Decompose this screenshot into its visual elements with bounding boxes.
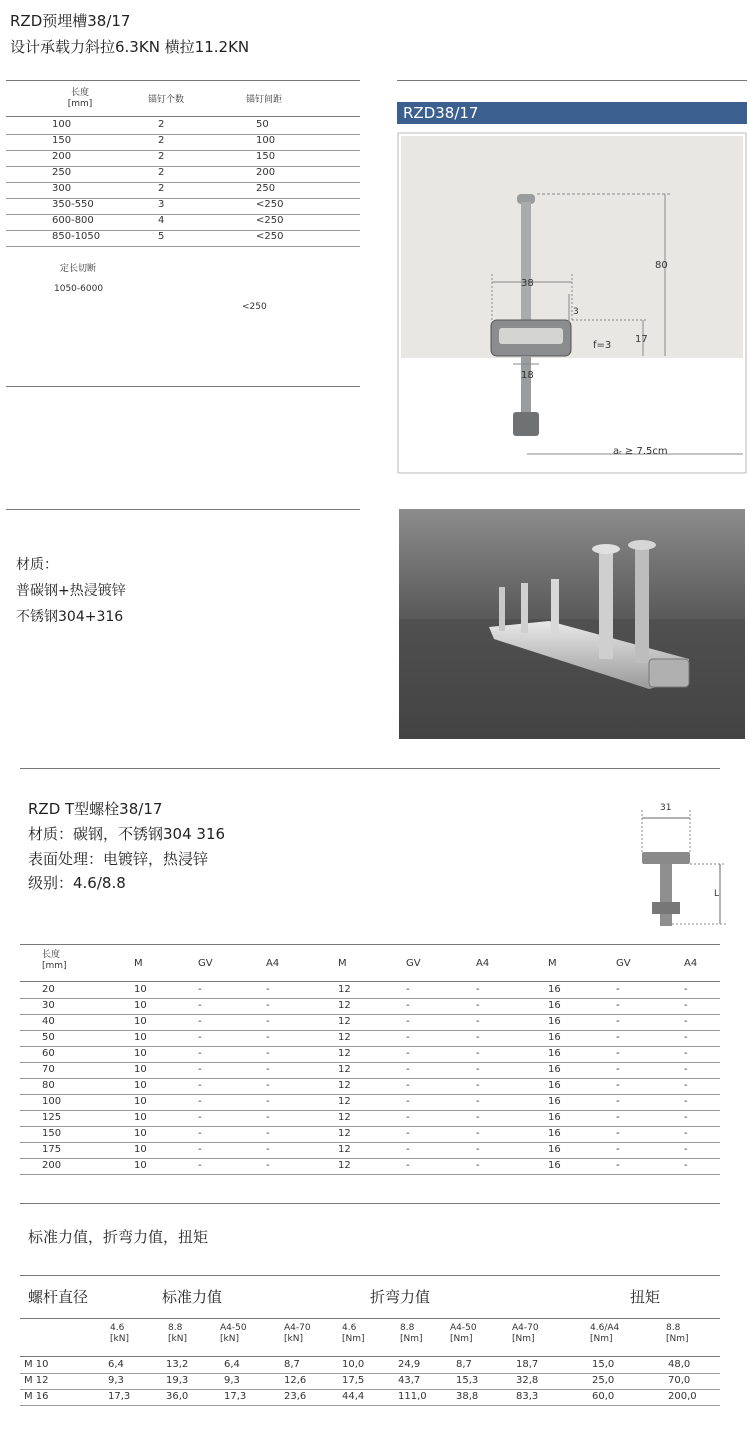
table-cell: 10: [134, 1128, 147, 1139]
table-cell: -: [476, 1144, 480, 1155]
sub-header: 4.6 [Nm]: [342, 1323, 365, 1344]
table-cell: -: [266, 984, 270, 995]
table-cell: 2: [158, 183, 165, 194]
table-cell: 80: [42, 1080, 55, 1091]
table-cell: 70,0: [668, 1375, 691, 1386]
table-cell: -: [406, 1144, 410, 1155]
table-cell: 50: [42, 1032, 55, 1043]
table-cell: -: [266, 1112, 270, 1123]
table-cell: 10: [134, 1048, 147, 1059]
table-cell: 4: [158, 215, 165, 226]
section2-line-3: 级别：4.6/8.8: [28, 874, 126, 892]
table-cell: -: [406, 1032, 410, 1043]
table-cell: 25,0: [592, 1375, 615, 1386]
table-cell: 8,7: [284, 1359, 300, 1370]
table-cell: 10: [134, 1096, 147, 1107]
table-cell: -: [406, 1096, 410, 1107]
sub-header: 4.6 [kN]: [110, 1323, 129, 1344]
sub-header: 8.8 [kN]: [168, 1323, 187, 1344]
section2-line-2: 表面处理：电镀锌，热浸锌: [28, 850, 209, 868]
table-cell: -: [476, 1128, 480, 1139]
col-header: M: [338, 958, 347, 969]
table-cell: -: [616, 1160, 620, 1171]
table-cell: -: [406, 1000, 410, 1011]
custom-cut-spacing: <250: [242, 302, 267, 312]
table-cell: 6,4: [224, 1359, 240, 1370]
table-cell: 100: [42, 1096, 62, 1107]
table-cell: 44,4: [342, 1391, 365, 1402]
table-cell: 350-550: [52, 199, 94, 210]
table-cell: -: [684, 1144, 688, 1155]
diagram-header-label: RZD38/17: [403, 104, 479, 122]
table-cell: -: [684, 1096, 688, 1107]
table-cell: -: [616, 1000, 620, 1011]
table-cell: 150: [256, 151, 276, 162]
table-cell: -: [198, 984, 202, 995]
table-cell: -: [198, 1000, 202, 1011]
divider: [397, 80, 747, 81]
row-divider: [20, 1389, 720, 1390]
table-cell: 2: [158, 151, 165, 162]
row-divider: [20, 1126, 720, 1127]
sub-header: 8.8 [Nm]: [666, 1323, 689, 1344]
col-header: GV: [406, 958, 421, 969]
col-header-length: 长度 [mm]: [67, 88, 93, 109]
table-cell: 10: [134, 1144, 147, 1155]
anchor-pin: [635, 545, 649, 663]
table-cell: 10: [134, 1160, 147, 1171]
divider: [6, 386, 360, 387]
table-cell: 23,6: [284, 1391, 307, 1402]
row-divider: [20, 1014, 720, 1015]
table-cell: -: [684, 1000, 688, 1011]
section2-line-1: 材质：碳钢，不锈钢304 316: [28, 825, 226, 843]
table-cell: 12: [338, 1128, 351, 1139]
table-cell: 16: [548, 1128, 561, 1139]
table-cell: 10: [134, 1080, 147, 1091]
table-cell: -: [616, 1144, 620, 1155]
divider: [20, 1356, 720, 1357]
table-cell: 18,7: [516, 1359, 539, 1370]
table-cell: 20: [42, 984, 55, 995]
table-cell: -: [266, 1016, 270, 1027]
table-cell: -: [684, 984, 688, 995]
table-cell: 16: [548, 1160, 561, 1171]
divider: [6, 116, 360, 117]
table-cell: -: [198, 1160, 202, 1171]
row-divider: [20, 1142, 720, 1143]
divider: [20, 768, 720, 769]
dim-18: 18: [521, 370, 534, 381]
table-cell: 43,7: [398, 1375, 421, 1386]
table-cell: -: [616, 1064, 620, 1075]
table-cell: -: [406, 1016, 410, 1027]
table-cell: 250: [256, 183, 276, 194]
table-cell: 10: [134, 984, 147, 995]
t-bolt-nut: [652, 902, 680, 914]
table-cell: -: [266, 1144, 270, 1155]
table-cell: -: [476, 1000, 480, 1011]
table-cell: -: [476, 1080, 480, 1091]
dim-17: 17: [635, 334, 648, 345]
t-bolt-nut: [513, 412, 539, 436]
t-bolt-diagram: [628, 796, 738, 936]
col-header: GV: [616, 958, 631, 969]
table-cell: -: [616, 1032, 620, 1043]
col-header: 长度 [mm]: [42, 950, 67, 971]
table-cell: -: [198, 1128, 202, 1139]
table-cell: 60,0: [592, 1391, 615, 1402]
table-cell: 100: [256, 135, 276, 146]
table-cell: 38,8: [456, 1391, 479, 1402]
table-cell: 200,0: [668, 1391, 697, 1402]
table-cell: 10: [134, 1000, 147, 1011]
anchor-pin: [551, 579, 559, 637]
table-cell: -: [406, 984, 410, 995]
table-cell: 16: [548, 1032, 561, 1043]
table-cell: -: [684, 1128, 688, 1139]
sub-header: A4-70 [kN]: [284, 1323, 311, 1344]
table-cell: -: [198, 1016, 202, 1027]
table-cell: -: [266, 1096, 270, 1107]
table-cell: 12: [338, 1080, 351, 1091]
table-cell: 12,6: [284, 1375, 307, 1386]
table-cell: 2: [158, 135, 165, 146]
row-divider: [20, 1062, 720, 1063]
table-cell: -: [198, 1048, 202, 1059]
material-line-2: 不锈钢304+316: [16, 609, 124, 625]
table-cell: -: [616, 1112, 620, 1123]
table-cell: 8,7: [456, 1359, 472, 1370]
table-cell: -: [266, 1048, 270, 1059]
table-cell: 9,3: [224, 1375, 240, 1386]
custom-cut-range: 1050-6000: [54, 284, 104, 294]
table-cell: -: [476, 984, 480, 995]
table-cell: 48,0: [668, 1359, 691, 1370]
section1-title: RZD预埋槽38/17: [10, 12, 131, 30]
col-header: A4: [266, 958, 280, 969]
table-cell: 50: [256, 119, 269, 130]
table-cell: -: [476, 1048, 480, 1059]
table-cell: 15,0: [592, 1359, 615, 1370]
col-header: M: [134, 958, 143, 969]
table-cell: -: [476, 1032, 480, 1043]
row-divider: [20, 1030, 720, 1031]
col-header: A4: [684, 958, 698, 969]
table-cell: 16: [548, 1096, 561, 1107]
table-cell: 3: [158, 199, 165, 210]
table-cell: 24,9: [398, 1359, 421, 1370]
table-cell: 125: [42, 1112, 62, 1123]
material-label: 材质：: [16, 557, 58, 573]
anchor-pin: [499, 587, 505, 631]
material-line-1: 普碳钢+热浸镀锌: [16, 583, 126, 599]
col-header: GV: [198, 958, 213, 969]
table-cell: 16: [548, 1016, 561, 1027]
table-cell: 12: [338, 1096, 351, 1107]
sub-header: A4-50 [Nm]: [450, 1323, 477, 1344]
table-cell: -: [616, 1080, 620, 1091]
table-cell: 10: [134, 1064, 147, 1075]
table-cell: 36,0: [166, 1391, 189, 1402]
divider: [6, 509, 360, 510]
table-cell: 250: [52, 167, 72, 178]
table-cell: 30: [42, 1000, 55, 1011]
sub-header: 8.8 [Nm]: [400, 1323, 423, 1344]
table-cell: 16: [548, 1064, 561, 1075]
table-cell: 16: [548, 1048, 561, 1059]
table-cell: 12: [338, 1144, 351, 1155]
table-cell: 17,5: [342, 1375, 365, 1386]
divider: [20, 1203, 720, 1204]
table-cell: -: [476, 1016, 480, 1027]
table-cell: 16: [548, 1144, 561, 1155]
table-cell: -: [684, 1080, 688, 1091]
concrete-block: [401, 136, 743, 358]
col-header: A4: [476, 958, 490, 969]
anchor-channel-diagram: [397, 132, 747, 474]
table-cell: -: [266, 1032, 270, 1043]
table-cell: -: [198, 1032, 202, 1043]
group-header-torque: 扭矩: [630, 1288, 661, 1306]
table-cell: 12: [338, 1112, 351, 1123]
row-divider: [20, 1046, 720, 1047]
table-cell: 13,2: [166, 1359, 189, 1370]
table-cell: 200: [256, 167, 276, 178]
section1-subtitle: 设计承载力斜拉6.3KN 横拉11.2KN: [10, 38, 250, 56]
table-cell: -: [476, 1160, 480, 1171]
product-photo: [399, 509, 745, 739]
table-cell: -: [198, 1064, 202, 1075]
table-cell: 19,3: [166, 1375, 189, 1386]
table-cell: -: [406, 1112, 410, 1123]
table-cell: 6,4: [108, 1359, 124, 1370]
table-cell: 200: [42, 1160, 62, 1171]
table-cell: 150: [52, 135, 72, 146]
row-divider: [20, 1094, 720, 1095]
table-cell: 9,3: [108, 1375, 124, 1386]
sub-header: A4-50 [kN]: [220, 1323, 247, 1344]
t-bolt-shank: [521, 356, 531, 416]
table-cell: 60: [42, 1048, 55, 1059]
custom-cut-label: 定长切断: [60, 264, 97, 274]
table-cell: -: [266, 1064, 270, 1075]
table-cell: 111,0: [398, 1391, 427, 1402]
table-cell: -: [406, 1048, 410, 1059]
rail-end-profile: [649, 659, 689, 687]
channel-inner: [499, 328, 563, 344]
table-cell: 17,3: [224, 1391, 247, 1402]
col-header-anchor-spacing: 锚钉间距: [246, 95, 283, 105]
table-cell: -: [684, 1048, 688, 1059]
col-header-anchor-count: 锚钉个数: [148, 95, 185, 105]
table-cell: -: [684, 1032, 688, 1043]
table-cell: 12: [338, 1064, 351, 1075]
table-cell: 83,3: [516, 1391, 539, 1402]
section2-title: RZD T型螺栓38/17: [28, 800, 163, 818]
table-cell: -: [198, 1144, 202, 1155]
table-cell: -: [266, 1128, 270, 1139]
anchor-pin: [521, 583, 528, 633]
table-cell: 32,8: [516, 1375, 539, 1386]
row-divider: [20, 998, 720, 999]
table-cell: 12: [338, 1016, 351, 1027]
table-cell: -: [684, 1016, 688, 1027]
table-cell: 17,3: [108, 1391, 131, 1402]
table-cell: 2: [158, 167, 165, 178]
anchor-shank: [521, 202, 531, 327]
table-cell: 12: [338, 1160, 351, 1171]
col-header: M: [548, 958, 557, 969]
row-divider: [20, 1174, 720, 1175]
table-cell: 200: [52, 151, 72, 162]
table-cell: 40: [42, 1016, 55, 1027]
divider: [20, 1275, 720, 1276]
table-cell: 12: [338, 1048, 351, 1059]
row-divider: [6, 246, 360, 247]
table-cell: 2: [158, 119, 165, 130]
table-cell: 15,3: [456, 1375, 479, 1386]
sub-header: A4-70 [Nm]: [512, 1323, 539, 1344]
divider: [6, 80, 360, 81]
table-cell: 600-800: [52, 215, 94, 226]
group-header-bending-force: 折弯力值: [370, 1288, 431, 1306]
group-header-standard-force: 标准力值: [162, 1288, 223, 1306]
table-cell: -: [406, 1080, 410, 1091]
sub-header: 4.6/A4 [Nm]: [590, 1323, 620, 1344]
table-cell: -: [684, 1160, 688, 1171]
table-cell: -: [476, 1096, 480, 1107]
dim-3: 3: [573, 307, 579, 317]
table-cell: -: [406, 1128, 410, 1139]
section3-title: 标准力值，折弯力值，扭矩: [28, 1228, 209, 1246]
table-cell: -: [198, 1112, 202, 1123]
divider: [20, 944, 720, 945]
table-cell: M 12: [24, 1375, 49, 1386]
table-cell: 16: [548, 984, 561, 995]
table-cell: -: [198, 1096, 202, 1107]
table-cell: 10: [134, 1112, 147, 1123]
table-cell: <250: [256, 215, 284, 226]
table-cell: -: [616, 1128, 620, 1139]
table-cell: -: [616, 984, 620, 995]
bolt-dim-L: L: [714, 889, 720, 899]
table-cell: -: [266, 1080, 270, 1091]
table-cell: 10: [134, 1032, 147, 1043]
dim-edge-distance: aᵣ ≥ 7.5cm: [613, 446, 668, 457]
group-header-diameter: 螺杆直径: [28, 1288, 89, 1306]
table-cell: 12: [338, 1032, 351, 1043]
table-cell: -: [616, 1096, 620, 1107]
table-cell: 16: [548, 1112, 561, 1123]
table-cell: 16: [548, 1000, 561, 1011]
table-cell: -: [266, 1160, 270, 1171]
row-divider: [20, 1110, 720, 1111]
table-cell: -: [616, 1016, 620, 1027]
dim-f: f=3: [593, 340, 612, 351]
table-cell: 150: [42, 1128, 62, 1139]
t-bolt-head: [642, 852, 690, 864]
table-cell: 175: [42, 1144, 62, 1155]
dim-80: 80: [655, 260, 668, 271]
table-cell: -: [476, 1112, 480, 1123]
table-cell: 10: [134, 1016, 147, 1027]
divider: [20, 981, 720, 982]
table-cell: 70: [42, 1064, 55, 1075]
row-divider: [20, 1078, 720, 1079]
table-cell: -: [266, 1000, 270, 1011]
table-cell: -: [406, 1064, 410, 1075]
table-cell: <250: [256, 199, 284, 210]
table-cell: -: [616, 1048, 620, 1059]
table-cell: -: [684, 1064, 688, 1075]
table-cell: 5: [158, 231, 165, 242]
table-cell: M 10: [24, 1359, 49, 1370]
anchor-pin: [599, 549, 613, 659]
row-divider: [20, 1373, 720, 1374]
dim-38: 38: [521, 278, 534, 289]
table-cell: 12: [338, 1000, 351, 1011]
t-bolt-shank: [660, 864, 672, 926]
table-cell: -: [406, 1160, 410, 1171]
table-cell: -: [476, 1064, 480, 1075]
table-cell: 10,0: [342, 1359, 365, 1370]
table-cell: 16: [548, 1080, 561, 1091]
table-cell: -: [198, 1080, 202, 1091]
row-divider: [20, 1405, 720, 1406]
table-cell: 100: [52, 119, 72, 130]
table-cell: M 16: [24, 1391, 49, 1402]
table-cell: 12: [338, 984, 351, 995]
diagram-header-bar: [397, 102, 747, 124]
table-cell: -: [684, 1112, 688, 1123]
row-divider: [20, 1158, 720, 1159]
table-cell: 300: [52, 183, 72, 194]
divider: [20, 1318, 720, 1319]
table-cell: <250: [256, 231, 284, 242]
table-cell: 850-1050: [52, 231, 101, 242]
bolt-dim-31: 31: [660, 803, 672, 813]
